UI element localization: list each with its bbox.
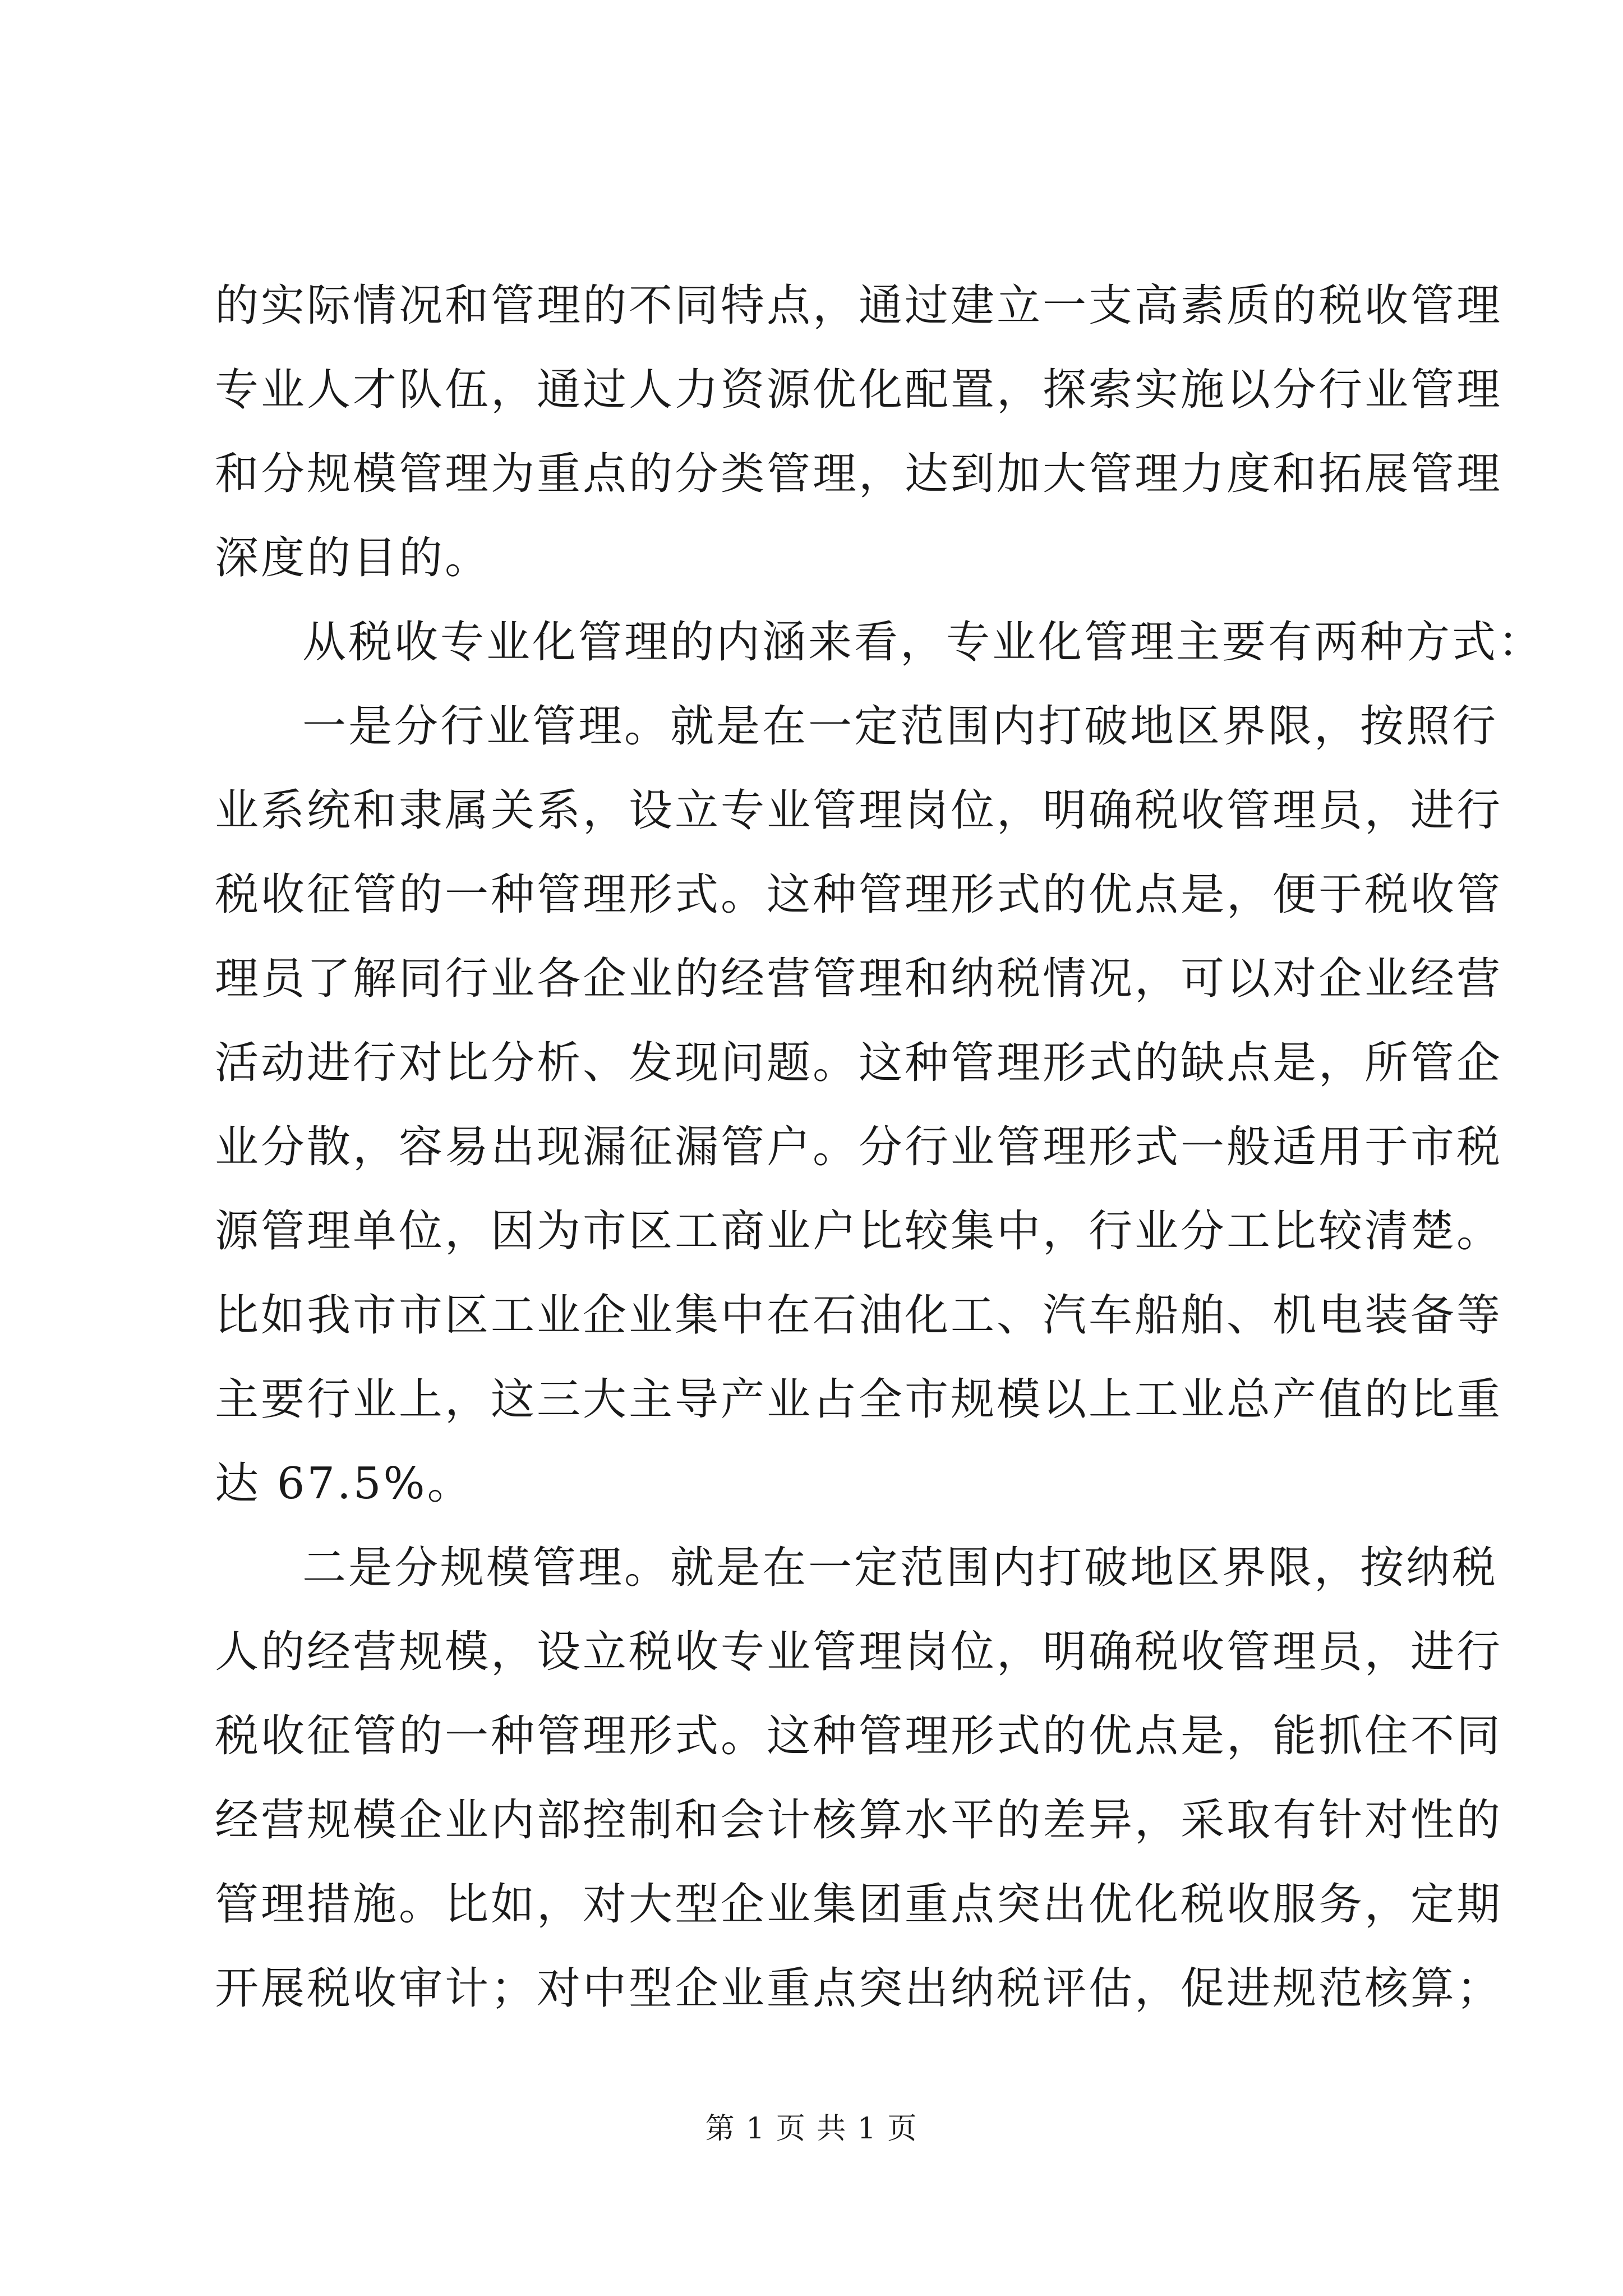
text-line: 业系统和隶属关系，设立专业管理岗位，明确税收管理员，进行	[215, 785, 1503, 836]
text-line: 活动进行对比分析、发现问题。这种管理形式的缺点是，所管企	[215, 1038, 1503, 1088]
text-line: 达 67.5%。	[215, 1458, 473, 1509]
page-number-footer: 第 1 页 共 1 页	[705, 2112, 918, 2146]
text-line: 经营规模企业内部控制和会计核算水平的差异，采取有针对性的	[215, 1795, 1503, 1846]
text-line: 深度的目的。	[215, 533, 491, 583]
text-line: 管理措施。比如，对大型企业集团重点突出优化税收服务，定期	[215, 1879, 1503, 1930]
text-line: 专业人才队伍，通过人力资源优化配置，探索实施以分行业管理	[215, 365, 1503, 415]
text-line: 源管理单位，因为市区工商业户比较集中，行业分工比较清楚。	[215, 1206, 1503, 1257]
text-line: 业分散，容易出现漏征漏管户。分行业管理形式一般适用于市税	[215, 1122, 1503, 1172]
text-line: 税收征管的一种管理形式。这种管理形式的优点是，便于税收管	[215, 869, 1503, 920]
text-line: 人的经营规模，设立税收专业管理岗位，明确税收管理员，进行	[215, 1627, 1503, 1677]
text-line: 主要行业上，这三大主导产业占全市规模以上工业总产值的比重	[215, 1374, 1503, 1425]
text-line: 税收征管的一种管理形式。这种管理形式的优点是，能抓住不同	[215, 1711, 1503, 1761]
text-line: 比如我市市区工业企业集中在石油化工、汽车船舶、机电装备等	[215, 1290, 1503, 1341]
text-line: 二是分规模管理。就是在一定范围内打破地区界限，按纳税	[302, 1543, 1498, 1593]
text-line: 从税收专业化管理的内涵来看，专业化管理主要有两种方式：	[302, 617, 1544, 668]
text-line: 和分规模管理为重点的分类管理，达到加大管理力度和拓展管理	[215, 449, 1503, 499]
text-line: 理员了解同行业各企业的经营管理和纳税情况，可以对企业经营	[215, 954, 1503, 1004]
text-line: 开展税收审计；对中型企业重点突出纳税评估，促进规范核算；	[215, 1963, 1503, 2014]
text-line: 一是分行业管理。就是在一定范围内打破地区界限，按照行	[302, 701, 1498, 752]
text-line: 的实际情况和管理的不同特点，通过建立一支高素质的税收管理	[215, 280, 1503, 331]
